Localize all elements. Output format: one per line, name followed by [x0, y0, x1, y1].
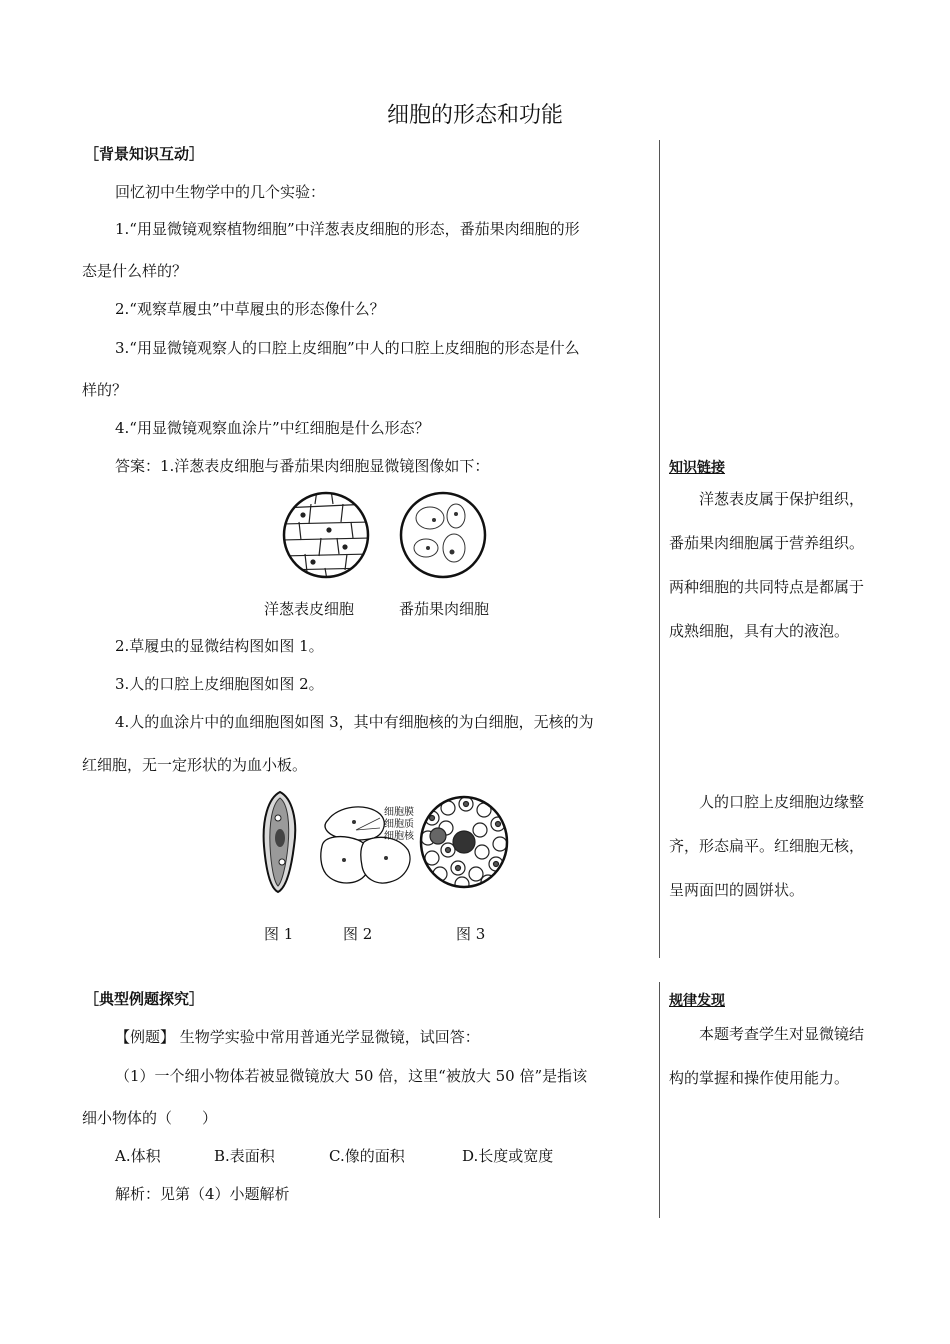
side-note-text-3: 本题考查学生对显微镜结构的掌握和操作使用能力。 [669, 1025, 865, 1087]
example-question-1-line1: （1）一个细小物体若被显微镜放大 50 倍，这里“被放大 50 倍”是指该 [115, 1067, 588, 1085]
question-1-line1: 1.“用显微镜观察植物细胞”中洋葱表皮细胞的形态，番茄果肉细胞的形 [115, 220, 580, 238]
tomato-caption: 番茄果肉细胞 [399, 600, 490, 618]
question-3-line2: 样的？ [82, 381, 128, 399]
onion-epidermis-figure [281, 490, 371, 580]
figure-1-caption: 图 1 [264, 925, 294, 943]
example-intro: 【例题】 生物学实验中常用普通光学显微镜，试回答： [115, 1028, 480, 1046]
figure-3-caption: 图 3 [456, 925, 486, 943]
answer-3: 3.人的口腔上皮细胞图如图 2。 [115, 675, 324, 693]
figure-2-caption: 图 2 [343, 925, 373, 943]
side-note-knowledge-link [669, 477, 873, 653]
side-note-cells [669, 780, 873, 912]
answer-2: 2.草履虫的显微结构图如图 1。 [115, 637, 324, 655]
option-a: A.体积 [115, 1147, 161, 1165]
question-4: 4.“用显微镜观察血涂片”中红细胞是什么形态？ [115, 419, 430, 437]
section-heading-background: ［背景知识互动］ [84, 145, 205, 163]
nucleus-label: 细胞核 [384, 831, 414, 842]
option-c: C.像的面积 [329, 1147, 405, 1165]
question-3-line1: 3.“用显微镜观察人的口腔上皮细胞”中人的口腔上皮细胞的形态是什么 [115, 339, 580, 357]
cell-membrane-label: 细胞膜 [384, 807, 414, 818]
blood-smear-figure [418, 794, 510, 890]
side-note-text-1: 洋葱表皮属于保护组织，番茄果肉细胞属于营养组织。两种细胞的共同特点是都属于成熟细胞，具有大的液泡。 [669, 490, 865, 640]
answer-1: 答案：1.洋葱表皮细胞与番茄果肉细胞显微镜图像如下： [115, 457, 490, 475]
question-2: 2.“观察草履虫”中草履虫的形态像什么？ [115, 300, 385, 318]
onion-caption: 洋葱表皮细胞 [264, 600, 355, 618]
intro-text: 回忆初中生物学中的几个实验： [115, 183, 326, 201]
side-note-pattern [669, 1012, 873, 1100]
option-b: B.表面积 [214, 1147, 275, 1165]
paramecium-figure [258, 790, 302, 894]
answer-4-line2: 红细胞，无一定形状的为血小板。 [82, 756, 308, 774]
column-divider-bottom [659, 982, 660, 1218]
section-heading-examples: ［典型例题探究］ [84, 990, 205, 1008]
example-question-1-line2: 细小物体的（ ） [82, 1109, 218, 1127]
question-1-line2: 态是什么样的？ [82, 262, 188, 280]
side-heading-pattern: 规律发现 [669, 993, 725, 1009]
answer-4-line1: 4.人的血涂片中的血细胞图如图 3，其中有细胞核的为白细胞，无核的为 [115, 713, 594, 731]
cytoplasm-label: 细胞质 [384, 819, 414, 830]
tomato-flesh-figure [398, 490, 488, 580]
side-note-text-2: 人的口腔上皮细胞边缘整齐，形态扁平。红细胞无核，呈两面凹的圆饼状。 [669, 793, 865, 899]
side-heading-knowledge-link: 知识链接 [669, 460, 725, 476]
page-title: 细胞的形态和功能 [386, 103, 563, 128]
column-divider-top [659, 140, 660, 958]
analysis-text: 解析：见第（4）小题解析 [115, 1185, 290, 1203]
option-d: D.长度或宽度 [462, 1147, 554, 1165]
